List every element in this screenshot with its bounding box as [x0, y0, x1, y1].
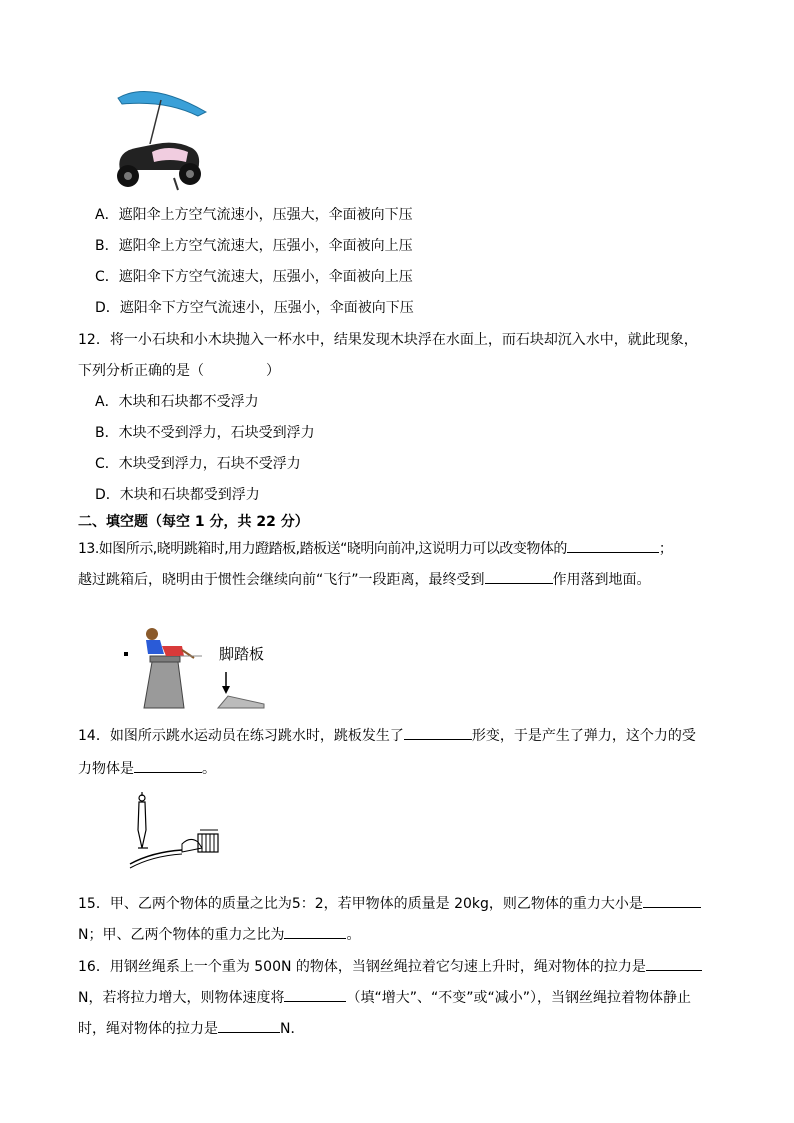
q11-option-b: B．遮阳伞上方空气流速大，压强小，伞面被向上压	[95, 238, 413, 254]
q15-text-2a: N；甲、乙两个物体的重力之比为	[78, 927, 285, 943]
q14-text-2a: 力物体是	[78, 761, 134, 777]
q14-blank-2[interactable]	[134, 758, 202, 773]
q12-stem-line2	[78, 361, 280, 381]
q15-text-2b: 。	[346, 927, 361, 943]
q13-blank-1[interactable]	[567, 538, 659, 553]
q15-text-1: 15．甲、乙两个物体的质量之比为5：2，若甲物体的质量是 20kg，则乙物体的重力大小是	[78, 896, 643, 912]
q16-line3	[78, 1018, 304, 1039]
q16-blank-3[interactable]	[218, 1018, 280, 1033]
q16-blank-1[interactable]	[646, 956, 702, 971]
q16-text-1: 16．用钢丝绳系上一个重为 500N 的物体，当钢丝绳拉着它匀速上升时，绳对物体的拉力是	[78, 959, 646, 975]
q16-text-3a: 时，绳对物体的拉力是	[78, 1021, 218, 1037]
q15-blank-1[interactable]	[643, 893, 701, 908]
q11-option-c: C．遮阳伞下方空气流速大，压强小，伞面被向上压	[95, 269, 413, 285]
q14-text-2b: 。	[202, 761, 216, 777]
q12-option-a: A．木块和石块都不受浮力	[95, 394, 259, 410]
q13-blank-2[interactable]	[485, 569, 553, 584]
q12-option-c: C．木块受到浮力，石块不受浮力	[95, 456, 301, 472]
q13-text-2a: 越过跳箱后，晓明由于惯性会继续向前“飞行”一段距离，最终受到	[78, 572, 485, 588]
vaulting-figure	[118, 628, 278, 712]
q16-line2	[78, 987, 691, 1008]
q14-text-1b: 形变，于是产生了弹力，这个力的受	[471, 728, 696, 744]
q12-stem-line1: 12．将一小石块和小木块抛入一杯水中，结果发现木块浮在水面上，而石块却沉入水中，就此现象，	[78, 332, 698, 348]
q13-line2	[78, 569, 651, 590]
q14-line1	[78, 725, 696, 746]
q13-text-1: 13.如图所示,晓明跳箱时,用力蹬踏板,踏板送“晓明向前冲,这说明力可以改变物体的	[78, 541, 567, 557]
q13-line1	[78, 538, 673, 559]
scooter-umbrella-figure	[106, 82, 216, 192]
q12-option-d: D．木块和石块都受到浮力	[95, 487, 260, 503]
q16-text-2b: （填“增大”、“不变”或“减小”），当钢丝绳拉着物体静止	[346, 990, 692, 1006]
springboard-label: 脚踏板	[219, 645, 265, 663]
diving-figure	[126, 790, 226, 870]
q15-blank-2[interactable]	[284, 924, 346, 939]
q11-option-a: A．遮阳伞上方空气流速小，压强大，伞面被向下压	[95, 207, 413, 223]
section-title: 二、填空题（每空 1 分，共 22 分）	[78, 514, 309, 530]
q15-line1	[78, 893, 701, 914]
q16-text-3b: N．	[280, 1021, 305, 1037]
q12-stem-close: ）	[266, 363, 280, 379]
q13-text-2b: 作用落到地面。	[552, 572, 651, 588]
q14-blank-1[interactable]	[404, 725, 472, 740]
q13-text-1-end: ；	[658, 541, 673, 557]
q15-line2	[78, 924, 360, 945]
q11-option-d: D．遮阳伞下方空气流速小，压强小，伞面被向下压	[95, 300, 414, 316]
q16-text-2a: N，若将拉力增大，则物体速度将	[78, 990, 285, 1006]
q16-line1	[78, 956, 702, 977]
q12-stem-text: 下列分析正确的是（	[78, 363, 204, 379]
q14-text-1a: 14．如图所示跳水运动员在练习跳水时，跳板发生了	[78, 728, 404, 744]
q16-blank-2[interactable]	[284, 987, 346, 1002]
q12-option-b: B．木块不受到浮力，石块受到浮力	[95, 425, 315, 441]
q14-line2	[78, 758, 216, 779]
